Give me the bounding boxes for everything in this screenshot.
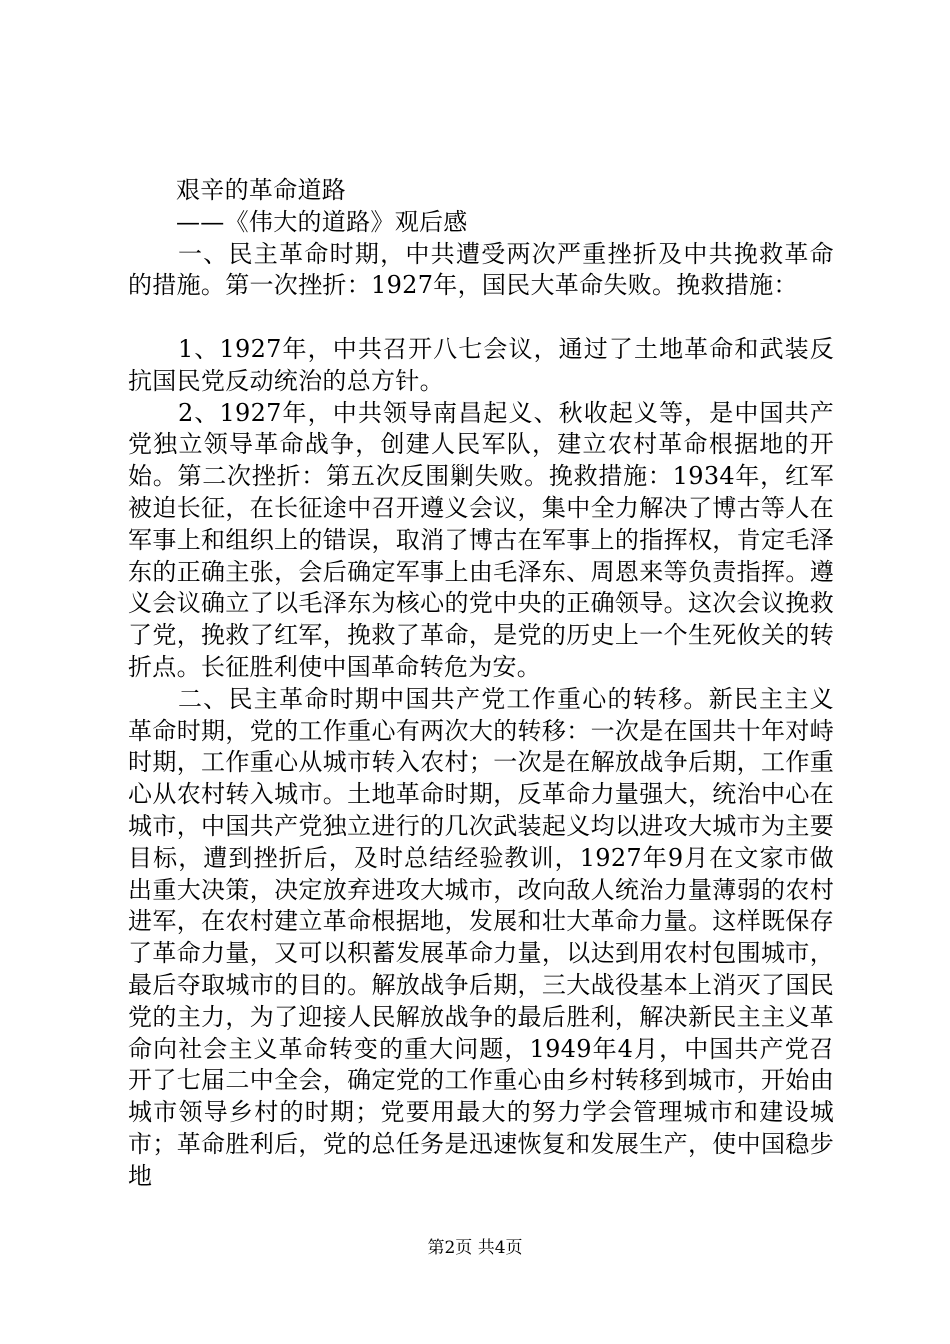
document-body: [128, 175, 834, 1193]
paragraph-3: 2、1927年，中共领导南昌起义、秋收起义等，是中国共产党独立领导革命战争，创建人民军队，建立农村革命根据地的开始。第二次挫折：第五次反围剿失败。挽救措施：1934年，红军被迫长征，在长征途中召开遵义会议，集中全力解决了博古等人在军事上和组织上的错误，取消了博古在军事上的指挥权，肯定毛泽东的正确主张，会后确定军事上由毛泽东、周恩来等负责指挥。遵义会议确立了以毛泽东为核心的党中央的正确领导。这次会议挽救了党，挽救了红军，挽救了革命，是党的历史上一个生死攸关的转折点。长征胜利使中国革命转危为安。: [128, 398, 834, 681]
paragraph-2: 1、1927年，中共召开八七会议，通过了土地革命和武装反抗国民党反动统治的总方针。: [128, 334, 834, 395]
paragraph-4: 二、民主革命时期中国共产党工作重心的转移。新民主主义革命时期，党的工作重心有两次大的转移：一次是在国共十年对峙时期，工作重心从城市转入农村；一次是在解放战争后期，工作重心从农村转入城市。土地革命时期，反革命力量强大，统治中心在城市，中国共产党独立进行的几次武装起义均以进攻大城市为主要目标，遭到挫折后，及时总结经验教训，1927年9月在文家市做出重大决策，决定放弃进攻大城市，改向敌人统治力量薄弱的农村进军，在农村建立革命根据地，发展和壮大革命力量。这样既保存了革命力量，又可以积蓄发展革命力量，以达到用农村包围城市，最后夺取城市的目的。解放战争后期，三大战役基本上消灭了国民党的主力，为了迎接人民解放战争的最后胜利，解决新民主主义革命向社会主义革命转变的重大问题，1949年4月，中国共产党召开了七届二中全会，确定党的工作重心由乡村转移到城市，开始由城市领导乡村的时期；党要用最大的努力学会管理城市和建设城市；革命胜利后，党的总任务是迅速恢复和发展生产，使中国稳步地: [128, 684, 834, 1190]
paragraph-spacer: [128, 302, 834, 334]
document-title: 艰辛的革命道路: [176, 176, 347, 204]
page-footer: 第2页 共4页: [427, 1238, 523, 1258]
paragraph-1: 一、民主革命时期，中共遭受两次严重挫折及中共挽救革命的措施。第一次挫折：1927年，国民大革命失败。挽救措施：: [128, 239, 834, 300]
document-subtitle: ——《伟大的道路》观后感: [176, 207, 468, 236]
